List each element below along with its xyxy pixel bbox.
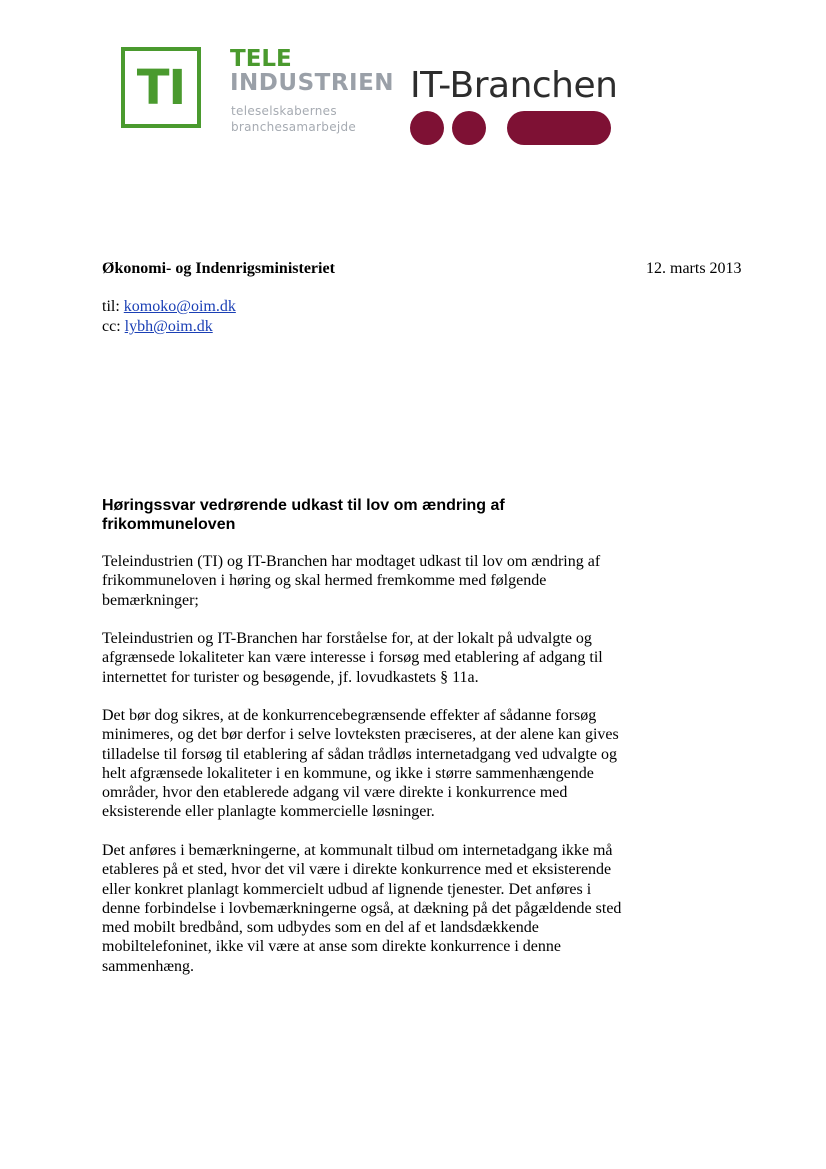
ti-logo-tele: TELE [230,46,292,72]
paragraph-line: med mobilt bredbånd, som udbydes som en del af et landsdækkende [102,919,539,937]
paragraph-line: afgrænsede lokaliteter kan være interesse i forsøg med etablering af adgang til [102,649,603,667]
paragraph-line: Det anføres i bemærkningerne, at kommunalt tilbud om internetadgang ikke må [102,842,613,859]
paragraph-line: Teleindustrien og IT-Branchen har forståelse for, at der lokalt på udvalgte og [102,630,592,647]
paragraph-line: helt afgrænsede lokaliteter i en kommune, og ikke i større sammenhængende [102,764,594,782]
ti-logo-tagline-1: teleselskabernes [231,104,337,118]
cc-email-link[interactable]: lybh@oim.dk [124,318,213,335]
it-branchen-logo-dot-1 [410,111,444,145]
paragraph-line: minimeres, og det bør derfor i selve lovteksten præciseres, at der alene kan gives [102,726,619,744]
paragraph-line: denne forbindelse i lovbemærkningerne også, at dækning på det pågældende sted [102,899,622,917]
it-branchen-logo-dot-2 [452,111,486,145]
paragraph-3 [102,706,672,822]
ti-logo-letters: TI [136,59,186,116]
paragraph-line: eksisterende eller planlagte kommercielle løsninger. [102,803,435,821]
it-branchen-logo-name: IT-Branchen [410,65,618,106]
teleindustrien-logo-box [121,47,201,128]
paragraph-line: sammenhæng. [102,957,194,975]
to-label: til: [102,298,120,315]
ti-logo-tagline-2: branchesamarbejde [231,120,357,134]
to-line [102,296,236,317]
it-branchen-logo-bar [507,111,611,145]
recipient-name: Økonomi- og Indenrigsministeriet [102,260,335,277]
paragraph-line: tilladelse til forsøg til etablering af sådan trådløs internetadgang ved udvalgte og [102,745,617,763]
paragraph-line: etableres på et sted, hvor det vil være i direkte konkurrence med et eksisterende [102,861,612,879]
letter-date: 12. marts 2013 [646,260,742,277]
paragraph-line: internettet for turister og besøgende, jf. lovudkastets § 11a. [102,668,479,686]
paragraph-line: områder, hvor den etablerede adgang vil være direkte i konkurrence med [102,784,568,802]
paragraph-line: eller konkret planlagt kommercielt udbud af lignende tjenester. Det anføres i [102,880,592,898]
subject-heading [102,496,505,534]
subject-line: Høringssvar vedrørende udkast til lov om ændring af [102,497,505,514]
paragraph-1 [102,552,672,610]
paragraph-line: Teleindustrien (TI) og IT-Branchen har modtaget udkast til lov om ændring af [102,553,601,570]
subject-line: frikommuneloven [102,516,236,533]
to-email-link[interactable]: komoko@oim.dk [123,298,236,315]
paragraph-line: bemærkninger; [102,591,199,609]
paragraph-line: Det bør dog sikres, at de konkurrencebegrænsende effekter af sådanne forsøg [102,707,597,724]
paragraph-line: mobiltelefoninet, ikke vil være at anse som direkte konkurrence i denne [102,938,561,956]
cc-line [102,316,213,337]
paragraph-line: frikommuneloven i høring og skal hermed fremkomme med følgende [102,572,547,590]
ti-logo-industrien: INDUSTRIEN [230,70,395,96]
paragraph-4 [102,841,672,976]
paragraph-2 [102,629,672,687]
cc-label: cc: [102,318,121,335]
